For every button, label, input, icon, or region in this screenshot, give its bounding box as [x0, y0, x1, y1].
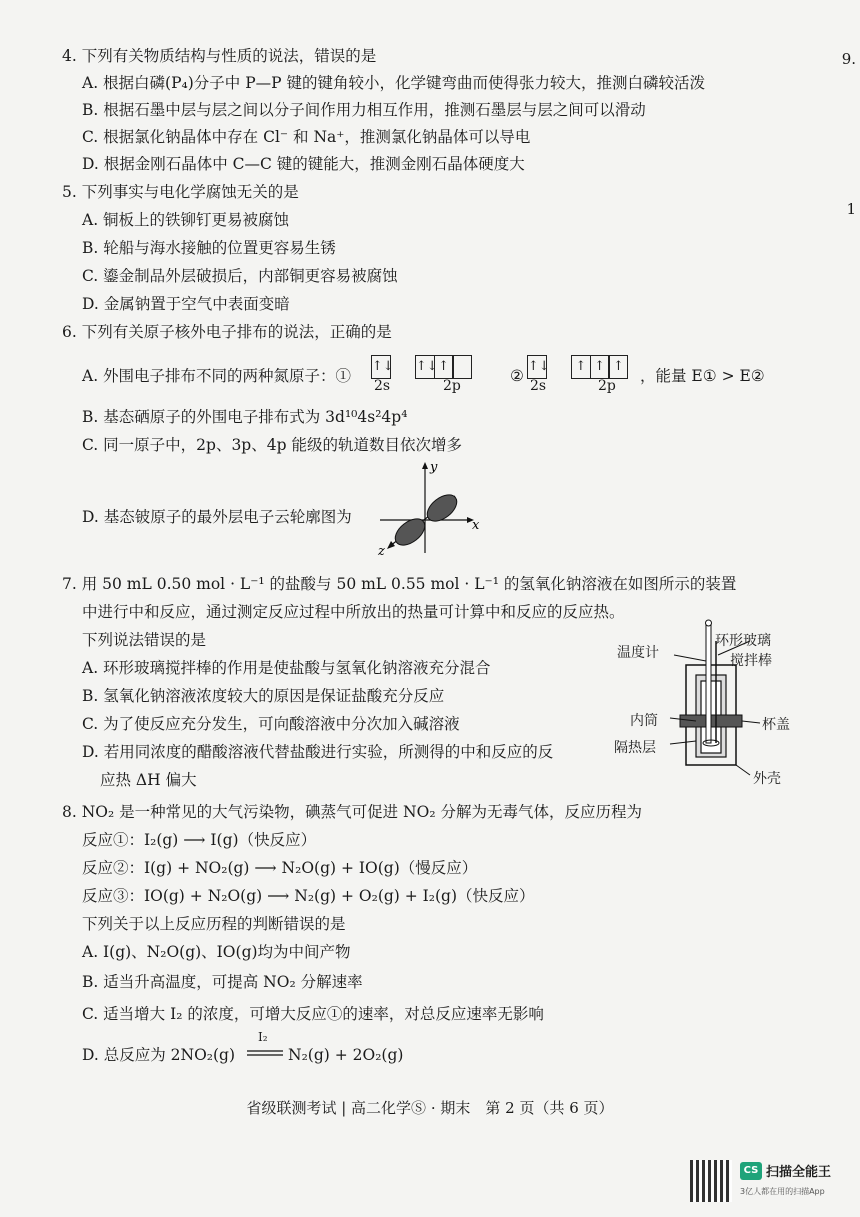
q7-option-a: A. 环形玻璃搅拌棒的作用是使盐酸与氢氧化钠溶液充分混合	[82, 659, 491, 677]
q4-stem: 4. 下列有关物质结构与性质的说法，错误的是	[62, 47, 377, 65]
q4-option-b: B. 根据石墨中层与层之间以分子间作用力相互作用，推测石墨层与层之间可以滑动	[82, 101, 646, 119]
q8-option-d-prefix: D. 总反应为 2NO₂(g)	[82, 1046, 236, 1064]
leader-insulation	[670, 741, 696, 744]
q8-option-b: B. 适当升高温度，可提高 NO₂ 分解速率	[82, 973, 363, 991]
orbital-box: ↑	[571, 355, 591, 379]
q6-option-a-prefix: A. 外围电子排布不同的两种氮原子：①	[82, 367, 352, 385]
q8-stem: 8. NO₂ 是一种常见的大气污染物，碘蒸气可促进 NO₂ 分解为无毒气体，反应历程为	[62, 803, 642, 821]
label-thermometer: 温度计	[617, 645, 659, 661]
orbital-box: ↑↓	[415, 355, 435, 379]
z-axis-arrow	[387, 541, 395, 549]
equilibrium-sign	[245, 1048, 285, 1058]
q5-stem: 5. 下列事实与电化学腐蚀无关的是	[62, 183, 299, 201]
q7-stem-line3: 下列说法错误的是	[82, 631, 207, 649]
q6-option-c: C. 同一原子中，2p、3p、4p 能级的轨道数目依次增多	[82, 436, 462, 454]
orbital-label-2s-2: 2s	[530, 378, 547, 394]
q6-option-a-mid: ②	[510, 367, 524, 385]
orbital-box: ↑↓	[371, 355, 391, 379]
q7-option-d-line2: 应热 ΔH 偏大	[100, 771, 197, 789]
q4-option-d: D. 根据金刚石晶体中 C—C 键的键能大，推测金刚石晶体硬度大	[82, 155, 525, 173]
q6-option-b: B. 基态硒原子的外围电子排布式为 3d¹⁰4s²4p⁴	[82, 408, 408, 426]
orbital-label-2s-1: 2s	[374, 378, 391, 394]
z-axis-label: z	[378, 544, 385, 558]
p-orbital-figure	[370, 458, 480, 558]
q8-reaction-1: 反应①：I₂(g) ⟶ I(g)（快反应）	[82, 831, 317, 849]
orbital-box: ↑↓	[527, 355, 547, 379]
scanner-slogan: 3亿人都在用的扫描App	[740, 1187, 825, 1196]
label-insulation: 隔热层	[614, 740, 656, 756]
orbital-label-2p-1: 2p	[443, 378, 461, 394]
leader-lid	[742, 721, 760, 723]
label-lid: 杯盖	[762, 717, 790, 733]
q7-stem-line2: 中进行中和反应，通过测定反应过程中所放出的热量可计算中和反应的反应热。	[82, 603, 625, 621]
q7-stem-line1: 7. 用 50 mL 0.50 mol · L⁻¹ 的盐酸与 50 mL 0.55 mol · L⁻¹ 的氢氧化钠溶液在如图所示的装置	[62, 575, 737, 593]
label-shell: 外壳	[753, 771, 781, 787]
q8-stem-2: 下列关于以上反应历程的判断错误的是	[82, 915, 346, 933]
edge-fragment-mid: 1	[846, 200, 856, 218]
orbital-box	[452, 355, 472, 379]
orbital-box: ↑	[590, 355, 610, 379]
page-footer: 省级联测考试 | 高二化学Ⓢ · 期末 第 2 页（共 6 页）	[246, 1099, 614, 1117]
orbital-box: ↑	[434, 355, 454, 379]
scanner-brand: 扫描全能王	[766, 1165, 832, 1180]
label-stirrer-line2: 搅拌棒	[730, 653, 772, 669]
label-stirrer-line1: 环形玻璃	[715, 633, 771, 649]
q8-reaction-2: 反应②：I(g) + NO₂(g) ⟶ N₂O(g) + IO(g)（慢反应）	[82, 859, 478, 877]
q8-reaction-3: 反应③：IO(g) + N₂O(g) ⟶ N₂(g) + O₂(g) + I₂(g)（快反应）	[82, 887, 535, 905]
q8-option-c: C. 适当增大 I₂ 的浓度，可增大反应①的速率，对总反应速率无影响	[82, 1005, 544, 1023]
x-axis-label: x	[472, 518, 480, 533]
camscanner-logo-icon: CS	[740, 1162, 762, 1180]
leader-thermometer	[674, 655, 706, 661]
q4-option-c: C. 根据氯化钠晶体中存在 Cl⁻ 和 Na⁺，推测氯化钠晶体可以导电	[82, 128, 531, 146]
qr-code-icon	[690, 1160, 732, 1202]
q7-option-b: B. 氢氧化钠溶液浓度较大的原因是保证盐酸充分反应	[82, 687, 445, 705]
orbital-box: ↑	[608, 355, 628, 379]
label-inner-cup: 内筒	[630, 713, 658, 729]
q5-option-c: C. 鎏金制品外层破损后，内部铜更容易被腐蚀	[82, 267, 398, 285]
y-axis-arrow	[422, 462, 428, 469]
scanner-watermark	[690, 1160, 850, 1204]
q8-option-d-suffix: N₂(g) + 2O₂(g)	[288, 1046, 404, 1064]
q6-option-d: D. 基态铍原子的最外层电子云轮廓图为	[82, 508, 352, 526]
q6-option-a-suffix: ，能量 E① > E②	[640, 367, 765, 385]
orbital-lobe-lower	[390, 514, 429, 551]
leader-shell	[736, 765, 750, 775]
q8-catalyst-label: I₂	[258, 1030, 268, 1044]
q7-option-d-line1: D. 若用同浓度的醋酸溶液代替盐酸进行实验，所测得的中和反应的反	[82, 743, 554, 761]
q8-option-a: A. I(g)、N₂O(g)、IO(g)均为中间产物	[82, 943, 351, 961]
orbital-label-2p-2: 2p	[598, 378, 616, 394]
q5-option-d: D. 金属钠置于空气中表面变暗	[82, 295, 290, 313]
q5-option-a: A. 铜板上的铁铆钉更易被腐蚀	[82, 211, 290, 229]
edge-fragment-top: 9.	[841, 50, 856, 68]
thermometer-top	[706, 620, 712, 626]
q4-option-a: A. 根据白磷(P₄)分子中 P—P 键的键角较小，化学键弯曲而使得张力较大，推测白磷较活泼	[82, 74, 705, 92]
q5-option-b: B. 轮船与海水接触的位置更容易生锈	[82, 239, 336, 257]
orbital-lobe-upper	[422, 490, 461, 527]
thermometer	[706, 625, 711, 743]
q6-stem: 6. 下列有关原子核外电子排布的说法，正确的是	[62, 323, 392, 341]
q7-option-c: C. 为了使反应充分发生，可向酸溶液中分次加入碱溶液	[82, 715, 460, 733]
y-axis-label: y	[430, 460, 438, 475]
